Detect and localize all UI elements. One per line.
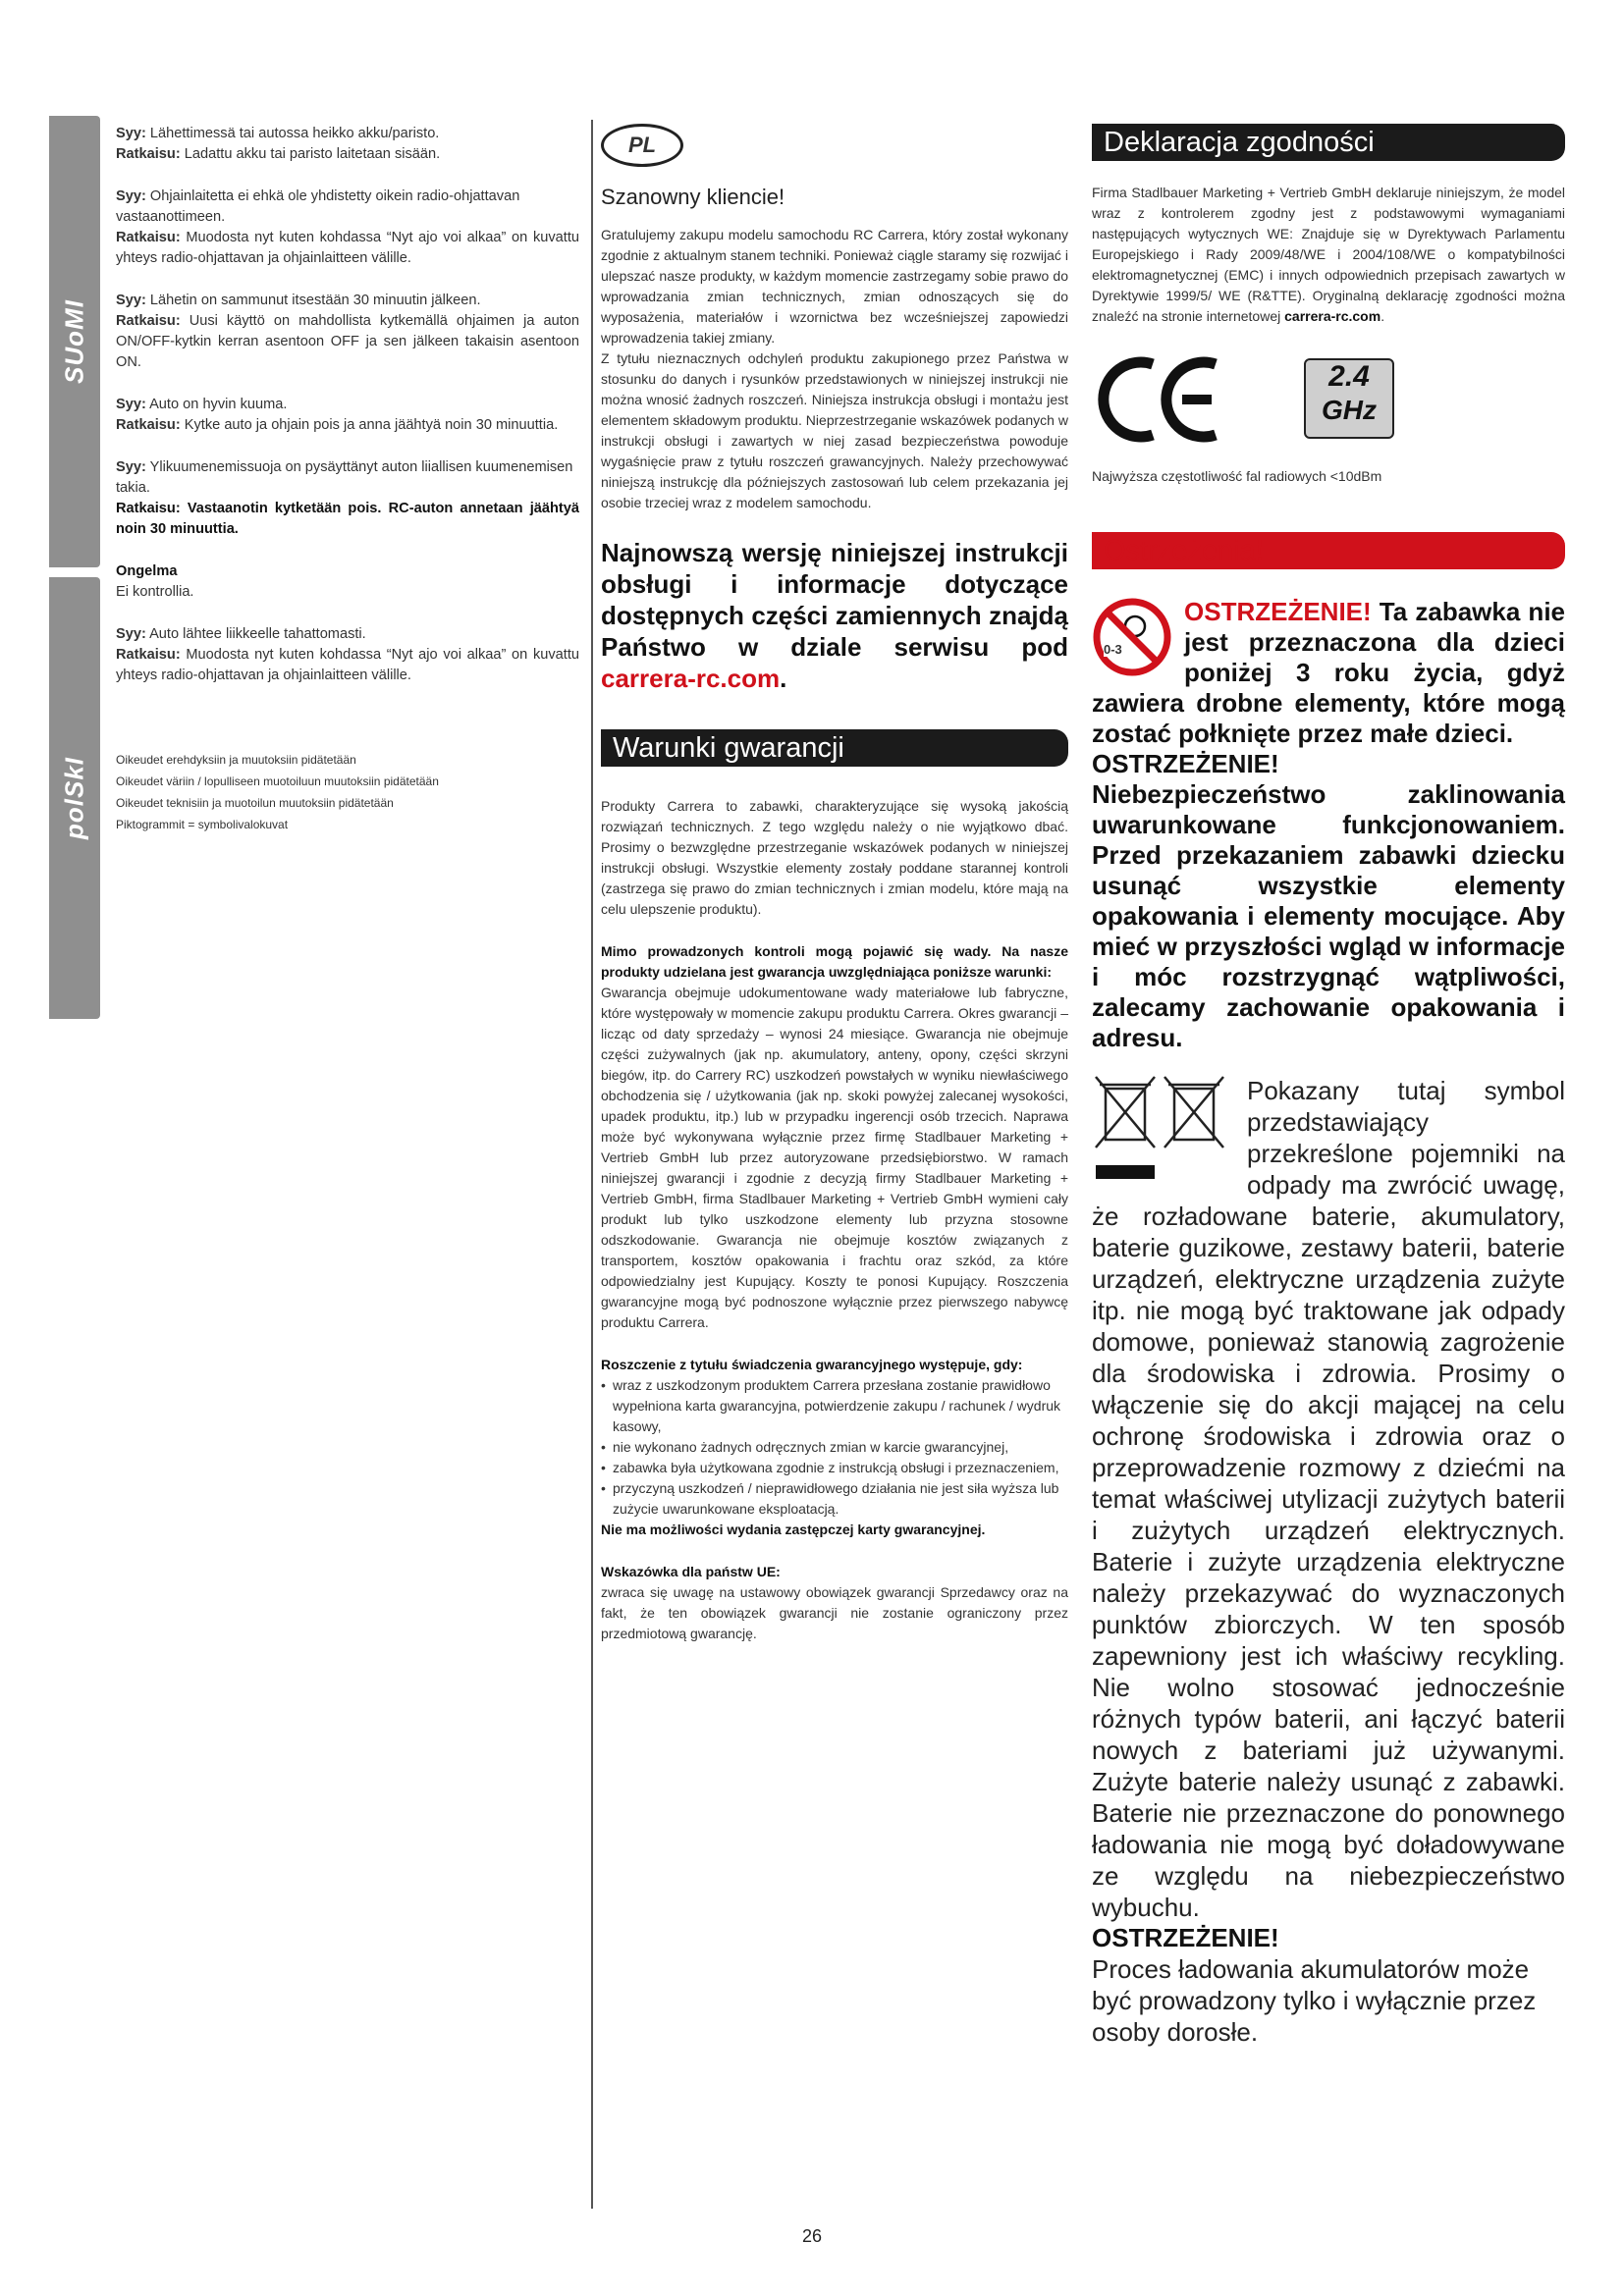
fi-problem-title: Ongelma [116,563,178,579]
eu-notice-title: Wskazówka dla państw UE: [601,1564,781,1579]
age-symbol-label: 0-3 [1104,642,1122,657]
side-tab-polish-label: polSkI [59,756,89,840]
claims-title: Roszczenie z tytułu świadczenia gwarancyjnego występuje, gdy: [601,1357,1023,1372]
ghz-badge-icon: 2.4 GHz [1304,358,1394,439]
declaration-text: Firma Stadlbauer Marketing + Vertrieb GmbH deklaruje niniejszym, że model wraz z kontrolerem zgodny jest z podstawowymi wymaganiami następujących wytycznych WE: Znajduje się w Dyrektywach Parlamentu Europejskiego i Rady 2009/48/WE i 2004/108/WE o kompatybilności elektromagnetycznej (EMC) i innych odpowiednich przepisach zawartych w Dyrektywie 1999/5/ WE (R&TTE). Oryginalną deklarację zgodności można znaleźć na stronie internetowej carrera-rc.com. [1092,185,1565,324]
claims-list-item: • zabawka była użytkowana zgodnie z instrukcją obsługi i przeznaczeniem, [601,1458,1068,1478]
fi-block-5-cause: Syy: Ylikuumenemissuoja on pysäyttänyt auton liiallisen kuumenemisen takia. [116,459,573,496]
warning-3-label: OSTRZEŻENIE! [1092,1923,1279,1952]
warranty-bold-notice: Mimo prowadzonych kontroli mogą pojawić się wady. Na nasze produkty udzielana jest gwarancja uwzględniająca poniższe warunki: [601,943,1068,980]
page-number: 26 [801,2226,823,2246]
fi-block-6-solution: Ratkaisu: Muodosta nyt kuten kohdassa “Nyt ajo voi alkaa” on kuvattu yhteys radio-ohjattavan ja ohjainlaitteen välille. [116,647,579,683]
certification-marks [1092,348,1565,447]
fi-block-4-cause: Syy: Auto on hyvin kuuma. [116,397,288,412]
warranty-paragraph-1: Produkty Carrera to zabawki, charakteryzujące się wysoką jakością rozwiązań technicznych. Z tego względu należy o nie wyjątkowo dbać. Prosimy o bezwzględne przestrzeganie wskazówek podanych w niniejszej instrukcji obsługi. Wszystkie elementy zostały poddane starannej kontroli (zastrzega się prawo do zmian technicznych i zmian modelu, które mają na celu ulepszenie produktu). [601,798,1068,917]
small-parts-warning [1092,597,1565,749]
polish-warranty-column [601,124,1068,1644]
fi-block-2-cause: Syy: Ohjainlaitetta ei ehkä ole yhdistetty oikein radio-ohjattavan vastaanottimeen. [116,188,520,225]
eu-notice-text: zwraca się uwagę na ustawowy obowiązek gwarancji Sprzedawcy oraz na fakt, że ten obowiązek gwarancji nie zostanie ograniczony przez przedmiotową gwarancję. [601,1584,1068,1641]
side-tab-finnish-label: SUoMI [59,299,89,384]
language-badge-pl: PL [601,124,683,167]
side-tab-polish [49,577,100,1019]
fi-block-6-cause: Syy: Auto lähtee liikkeelle tahattomasti. [116,626,366,642]
declaration-warnings-column [1092,124,1565,2048]
warranty-paragraph-2: Gwarancja obejmuje udokumentowane wady materiałowe lub fabryczne, które występowały w momencie zakupu produktu Carrera. Okres gwarancji – licząc od daty sprzedaży – wynosi 24 miesiące. Gwarancja nie obejmuje części zużywalnych (jak np. akumulatory, anteny, opony, części skrzyni biegów, itp. do Carrery RC) uszkodzeń powstałych w wyniku niewłaściwego obchodzenia się / użytkowania (jak np. skoki powyżej zalecanej wysokości, upadek produktu, itp.) lub w przypadku ingerencji osób trzecich. Naprawa może być wykonywana wyłącznie przez firmę Stadlbauer Marketing + Vertrieb GmbH lub przez autoryzowane przedsiębiorstwo. W ramach niniejszej gwarancji i zgodnie z decyzją firmy Stadlbauer Marketing + Vertrieb GmbH, firma Stadlbauer Marketing + Vertrieb GmbH wymieni cały produkt lub tylko uszkodzone elementy lub przyzna stosowne odszkodowanie. Gwarancja nie obejmuje kosztów związanych z transportem, kosztów opakowania i frachtu oraz szkód, za które odpowiedzialny jest Kupujący. Koszty te ponosi Kupujący. Roszczenia gwarancyjne mogą być podnoszone wyłącznie przez pierwszego nabywcę produktu Carrera. [601,985,1068,1330]
fi-rights-notice: Oikeudet erehdyksiin ja muutoksiin pidätetään Oikeudet väriin / lopulliseen muotoiluun muutoksiin pidätetään Oikeudet teknisiin ja muotoilun muutoksiin pidätetään Piktogrammit = symbolivalokuvat [116,753,439,831]
warning-1-text: Ta zabawka nie jest przeznaczona dla dzieci poniżej 3 roku życia, gdyż zawiera drobne elementy, które mogą zostać połknięte przez małe dzieci. [1092,597,1565,748]
claims-list [601,1375,1068,1520]
recycling-text: Pokazany tutaj symbol przedstawiający przekreślone pojemniki na odpady ma zwrócić uwagę, że rozładowane baterie, akumulatory, baterie guzikowe, zestawy baterii, baterie urządzeń, elektryczne urządzenia zużyte itp. nie mogą być traktowane jak odpady domowe, ponieważ stanowią zagrożenie dla środowiska i zdrowia. Prosimy o włączenie się do akcji mającej na celu ochronę środowiska i zdrowia oraz o przeprowadzenie rozmowy z dziećmi na temat właściwej utylizacji zużytych baterii i zużytych urządzeń elektrycznych. Baterie i zużyte urządzenia elektryczne należy przekazywać do wyznaczonych punktów zbiorczych. W ten sposób zapewniony jest ich właściwy recykling. Nie wolno stosować jednocześnie różnych typów baterii, ani łączyć baterii nowych z bateriami już używanymi. Zużyte baterie należy usunąć z zabawki. Baterie nie przeznaczone do ponownego ładowania nie mogą być doładowywane ze względu na niebezpieczeństwo wybuchu. [1092,1076,1565,1922]
frequency-note: Najwyższa częstotliwość fal radiowych <10dBm [1092,468,1382,484]
declaration-section-header: Deklaracja zgodności [1092,124,1565,161]
intro-paragraph-2: Z tytułu nieznacznych odchyleń produktu zakupionego przez Państwa w stosunku do danych i rysunków przedstawionych w niniejszej instrukcji nie można wnosić żadnych roszczeń. Niniejsza instrukcja obsługi i montażu jest elementem składowym produktu. Nieprzestrzeganie wskazówek podanych w instrukcji obsługi i zawartych w niej zasad bezpieczeństwa powoduje wygaśnięcie praw z tytułu roszczeń grawancyjnych. Należy przechowywać niniejszą instrukcję dla późniejszych zastosowań lub celem przekazania jej osobie trzeciej wraz z modelem samochodu. [601,350,1068,510]
claims-list-item: • przyczyną uszkodzeń / nieprawidłowego działania nie jest siła wyższa lub zużycie uwarunkowane eksploatacją. [601,1478,1068,1520]
no-replacement-card-notice: Nie ma możliwości wydania zastępczej karty gwarancyjnej. [601,1522,986,1537]
greeting-title: Szanowny kliencie! [601,185,785,209]
no-under-3-icon [1092,597,1172,677]
fi-block-2-solution: Ratkaisu: Muodosta nyt kuten kohdassa “Nyt ajo voi alkaa” on kuvattu yhteys radio-ohjattavan ja ohjainlaitteen välille. [116,230,579,266]
fi-block-1-cause: Syy: Lähettimessä tai autossa heikko akku/paristo. [116,126,440,141]
warning-1-label: OSTRZEŻENIE! [1184,597,1372,626]
fi-block-1-solution: Ratkaisu: Ladattu akku tai paristo laitetaan sisään. [116,146,441,162]
ce-mark-icon [1096,352,1223,447]
fi-block-3-solution: Ratkaisu: Uusi käyttö on mahdollista kytkemällä ohjaimen ja auton ON/OFF-kytkin kerran asentoon OFF ja sen jälkeen takaisin asentoon ON. [116,313,579,370]
warranty-section-header: Warunki gwarancji [601,729,1068,767]
warning-3-text: Proces ładowania akumulatorów może być prowadzony tylko i wyłącznie przez osoby dorosłe. [1092,1954,1537,2047]
warnings-section-header: Ostrzeżenia! [1092,532,1565,569]
finnish-troubleshooting-column [116,124,579,835]
intro-paragraph: Gratulujemy zakupu modelu samochodu RC Carrera, który został wykonany zgodnie z aktualnym stanem techniki. Ponieważ ciągle staramy się rozwijać i ulepszać nasze produkty, w każdym momencie zastrzegamy sobie prawo do wprowadzania zmian technicznych, zmian odnoszących się do wyposażenia, materiałów i wzornictwa bez wcześniejszej zapowiedzi wprowadzenia takiej zmiany. [601,227,1068,346]
claims-list-item: • nie wykonano żadnych odręcznych zmian w karcie gwarancyjnej, [601,1437,1068,1458]
fi-block-3-cause: Syy: Lähetin on sammunut itsestään 30 minuutin jälkeen. [116,293,481,308]
warning-2-label: OSTRZEŻENIE! [1092,749,1279,778]
warning-2-text: Niebezpieczeństwo zaklinowania uwarunkowane funkcjonowaniem. Przed przekazaniem zabawki dziecku usunąć wszystkie elementy opakowania i elementy mocujące. Aby mieć w przyszłości wgląd w informacje i móc rozstrzygnąć wątpliwości, zalecamy zachowanie opakowania i adresu. [1092,779,1565,1052]
side-tab-finnish [49,116,100,567]
recycling-notice [1092,1075,1565,1923]
fi-problem-text: Ei kontrollia. [116,584,194,600]
fi-block-5-solution: Ratkaisu: Vastaanotin kytketään pois. RC-auton annetaan jäähtyä noin 30 minuuttia. [116,501,579,537]
carrera-link[interactable]: carrera-rc.com [601,664,781,693]
crossed-bin-icons [1092,1075,1237,1185]
column-divider [591,120,593,2209]
fi-block-4-solution: Ratkaisu: Kytke auto ja ohjain pois ja anna jäähtyä noin 30 minuuttia. [116,417,559,433]
latest-version-notice: Najnowszą wersję niniejszej instrukcji obsługi i informacje dotyczące dostępnych części zamiennych znajdą Państwo w dziale serwisu pod carrera-rc.com. [601,538,1068,693]
claims-list-item: • wraz z uszkodzonym produktem Carrera przesłana zostanie prawidłowo wypełniona karta gwarancyjna, potwierdzenie zakupu / rachunek / wydruk kasowy, [601,1375,1068,1437]
declaration-link[interactable]: carrera-rc.com [1284,308,1381,324]
